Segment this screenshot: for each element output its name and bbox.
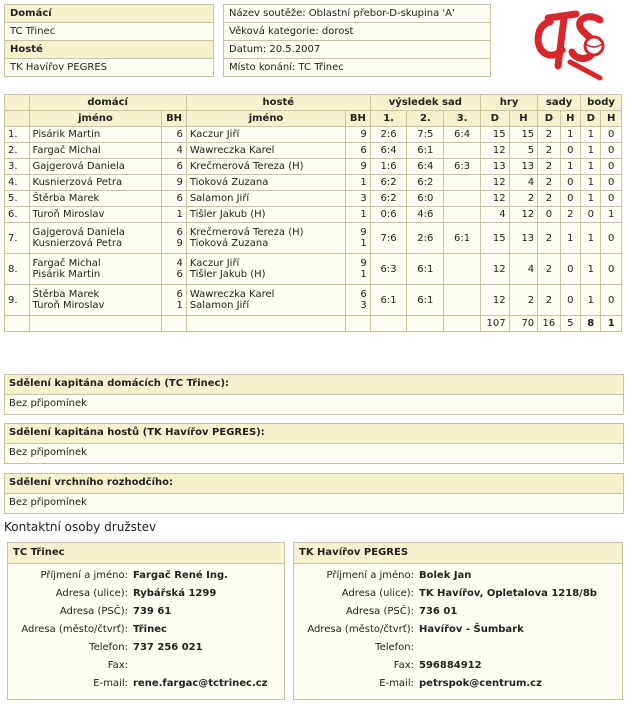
note-home-captain <box>4 374 624 415</box>
set-score: 6:4 <box>444 127 481 143</box>
gbh: 3 <box>360 300 367 311</box>
contact-row <box>8 675 284 693</box>
row-number: 2. <box>5 143 30 159</box>
competition-name: Název soutěže: Oblastní přebor-D-skupina 'A' <box>224 5 491 23</box>
contact-value: Havířov - Šumbark <box>419 624 524 635</box>
count-cell: 0 <box>560 285 580 316</box>
total-hh: 70 <box>509 316 538 332</box>
count-cell: 1 <box>581 254 601 285</box>
teams-table <box>4 4 214 77</box>
table-row <box>5 159 622 175</box>
sub-header: H <box>601 111 622 127</box>
gbh: 9 <box>360 161 367 172</box>
row-number: 6. <box>5 207 30 223</box>
gbh: 1 <box>360 209 367 220</box>
gbh: 1 <box>360 238 367 249</box>
home-bh <box>162 143 187 159</box>
totals-row <box>5 316 622 332</box>
empty-cell <box>407 316 444 332</box>
empty-cell <box>5 316 30 332</box>
contact-label: Adresa (město/čtvrť): <box>21 624 128 635</box>
empty-cell <box>162 316 187 332</box>
contact-row <box>294 657 622 675</box>
set-score <box>444 175 481 191</box>
contact-label: E-mail: <box>379 678 414 689</box>
guest-player <box>186 191 345 207</box>
guest: Tišler Jakub (H) <box>189 269 266 280</box>
home-bh <box>162 191 187 207</box>
games-count: 12 <box>509 207 538 223</box>
home: Štěrba Marek <box>32 289 100 300</box>
set-score: 6:3 <box>444 159 481 175</box>
count-cell: 1 <box>560 159 580 175</box>
table-row <box>5 207 622 223</box>
count-cell: 1 <box>581 127 601 143</box>
note-title: Sdělení kapitána domácích (TC Třinec): <box>5 375 623 395</box>
contact-label: Adresa (město/čtvrť): <box>307 624 414 635</box>
set-score: 0:6 <box>370 207 407 223</box>
corner-cell-2 <box>5 111 30 127</box>
guest-bh <box>346 159 371 175</box>
guest: Salamon Jiří <box>189 193 250 204</box>
count-cell: 2 <box>560 207 580 223</box>
home-player <box>29 191 162 207</box>
set-score: 6:4 <box>407 159 444 175</box>
guest-label: Hosté <box>5 41 214 59</box>
set-score: 6:4 <box>370 143 407 159</box>
competition-date: Datum: 20.5.2007 <box>224 41 491 59</box>
contact-row <box>8 603 284 621</box>
guest: Tišler Jakub (H) <box>189 209 266 220</box>
guest: Kaczur Jiří <box>189 258 240 269</box>
contact-label: Adresa (ulice): <box>341 588 414 599</box>
note-referee <box>4 473 624 514</box>
note-value: Bez připomínek <box>5 395 623 414</box>
contact-label: Fax: <box>393 660 414 671</box>
contact-row <box>8 621 284 639</box>
set-score: 6:3 <box>370 254 407 285</box>
guest-bh <box>346 127 371 143</box>
home: Pisárik Martin <box>32 269 101 280</box>
games-count: 2 <box>509 191 538 207</box>
guest-bh <box>346 285 371 316</box>
set-score: 7:5 <box>407 127 444 143</box>
games-count: 15 <box>480 127 509 143</box>
count-cell: 2 <box>538 143 560 159</box>
guest-player <box>186 127 345 143</box>
contact-label: Příjmení a jméno: <box>326 570 414 581</box>
home-bh <box>162 127 187 143</box>
guest: Kaczur Jiří <box>189 129 240 140</box>
contact-label: Adresa (PSČ): <box>59 606 128 617</box>
contact-value: Fargač René Ing. <box>133 570 228 581</box>
hbh: 1 <box>176 209 183 220</box>
count-cell: 0 <box>601 159 622 175</box>
home: Turoň Miroslav <box>32 209 105 220</box>
guest-player <box>186 207 345 223</box>
count-cell: 0 <box>560 254 580 285</box>
count-cell: 1 <box>560 127 580 143</box>
set-score <box>444 207 481 223</box>
competition-table <box>223 4 491 77</box>
gbh: 9 <box>360 227 367 238</box>
home-player <box>29 254 162 285</box>
guest: Tioková Zuzana <box>189 238 269 249</box>
hbh: 6 <box>176 161 183 172</box>
home: Kusnierzová Petra <box>32 177 123 188</box>
games-count: 12 <box>480 143 509 159</box>
row-number: 9. <box>5 285 30 316</box>
set-score <box>444 254 481 285</box>
contact-row <box>294 567 622 585</box>
group-header-setcount: sady <box>538 95 581 111</box>
home: Fargač Michal <box>32 258 101 269</box>
contact-value: 737 256 021 <box>133 642 203 653</box>
home-player <box>29 207 162 223</box>
home-player <box>29 175 162 191</box>
guest-bh <box>346 175 371 191</box>
note-value: Bez připomínek <box>5 494 623 513</box>
contact-value: petrspok@centrum.cz <box>419 678 542 689</box>
contact-label: Fax: <box>107 660 128 671</box>
sub-header: D <box>581 111 601 127</box>
contact-value: Třinec <box>133 624 167 635</box>
guest: Tioková Zuzana <box>189 177 269 188</box>
contact-row <box>294 639 622 657</box>
set-score: 7:6 <box>370 223 407 254</box>
count-cell: 1 <box>581 175 601 191</box>
row-number: 1. <box>5 127 30 143</box>
home: Turoň Miroslav <box>32 300 105 311</box>
guest-team-name: TK Havířov PEGRES <box>5 59 214 77</box>
home: Pisárik Martin <box>32 129 101 140</box>
guest-player <box>186 223 345 254</box>
group-header-games: hry <box>480 95 537 111</box>
table-row <box>5 223 622 254</box>
guest-player <box>186 254 345 285</box>
home-bh <box>162 285 187 316</box>
contact-value: 739 61 <box>133 606 172 617</box>
table-row <box>5 143 622 159</box>
set-score: 6:2 <box>407 175 444 191</box>
gbh: 6 <box>360 289 367 300</box>
games-count: 12 <box>480 191 509 207</box>
set-score: 6:1 <box>444 223 481 254</box>
count-cell: 1 <box>581 159 601 175</box>
guest-bh <box>346 207 371 223</box>
group-header-home: domácí <box>29 95 186 111</box>
contact-label: E-mail: <box>93 678 128 689</box>
gbh: 9 <box>360 258 367 269</box>
hbh: 9 <box>176 177 183 188</box>
games-count: 2 <box>509 285 538 316</box>
empty-cell <box>186 316 345 332</box>
home-bh <box>162 223 187 254</box>
count-cell: 1 <box>581 191 601 207</box>
sub-header: 1. <box>370 111 407 127</box>
contact-label: Adresa (ulice): <box>55 588 128 599</box>
home: Kusnierzová Petra <box>32 238 123 249</box>
guest-bh <box>346 254 371 285</box>
hbh: 4 <box>176 145 183 156</box>
count-cell: 2 <box>538 191 560 207</box>
count-cell: 0 <box>560 143 580 159</box>
guest-bh <box>346 191 371 207</box>
games-count: 15 <box>480 223 509 254</box>
count-cell: 0 <box>601 143 622 159</box>
games-count: 13 <box>509 159 538 175</box>
sub-header: 3. <box>444 111 481 127</box>
row-number: 4. <box>5 175 30 191</box>
gbh: 3 <box>360 193 367 204</box>
contact-card-guest <box>293 542 623 700</box>
count-cell: 2 <box>538 254 560 285</box>
row-number: 8. <box>5 254 30 285</box>
contact-label: Telefon: <box>89 642 128 653</box>
count-cell: 2 <box>538 223 560 254</box>
guest-player <box>186 175 345 191</box>
contact-label: Telefon: <box>375 642 414 653</box>
count-cell: 1 <box>581 285 601 316</box>
count-cell: 0 <box>538 207 560 223</box>
count-cell: 2 <box>538 175 560 191</box>
contact-row <box>294 603 622 621</box>
contact-value: rene.fargac@tctrinec.cz <box>133 678 268 689</box>
sub-header: D <box>538 111 560 127</box>
contact-value: Bolek Jan <box>419 570 472 581</box>
count-cell: 0 <box>601 175 622 191</box>
games-count: 15 <box>509 127 538 143</box>
row-number: 5. <box>5 191 30 207</box>
gbh: 9 <box>360 129 367 140</box>
guest-player <box>186 143 345 159</box>
table-row <box>5 285 622 316</box>
group-header-sets: výsledek sad <box>370 95 480 111</box>
note-title: Sdělení kapitána hostů (TK Havířov PEGRES): <box>5 424 623 444</box>
games-count: 4 <box>509 175 538 191</box>
hbh: 6 <box>176 129 183 140</box>
total-sh: 5 <box>560 316 580 332</box>
games-count: 13 <box>509 223 538 254</box>
games-count: 5 <box>509 143 538 159</box>
home-player <box>29 223 162 254</box>
home-player <box>29 285 162 316</box>
guest: Wawreczka Karel <box>189 145 275 156</box>
row-number: 7. <box>5 223 30 254</box>
sub-header: jméno <box>186 111 345 127</box>
set-score: 2:6 <box>407 223 444 254</box>
contact-row <box>8 639 284 657</box>
competition-venue: Místo konání: TC Třinec <box>224 59 491 77</box>
count-cell: 1 <box>581 143 601 159</box>
group-header-points: body <box>581 95 622 111</box>
ctts-logo <box>530 4 610 82</box>
count-cell: 2 <box>538 127 560 143</box>
contact-row <box>294 675 622 693</box>
contact-value: TK Havířov, Opletalova 1218/8b <box>419 588 597 599</box>
count-cell: 0 <box>601 254 622 285</box>
count-cell: 0 <box>601 223 622 254</box>
set-score <box>444 285 481 316</box>
total-sd: 16 <box>538 316 560 332</box>
contact-row <box>8 657 284 675</box>
table-row <box>5 127 622 143</box>
contact-label: Adresa (PSČ): <box>345 606 414 617</box>
hbh: 9 <box>176 238 183 249</box>
count-cell: 1 <box>581 223 601 254</box>
home-player <box>29 127 162 143</box>
gbh: 1 <box>360 269 367 280</box>
contact-row <box>8 567 284 585</box>
home: Gajgerová Daniela <box>32 227 125 238</box>
games-count: 12 <box>480 285 509 316</box>
count-cell: 0 <box>560 191 580 207</box>
count-cell: 0 <box>601 127 622 143</box>
count-cell: 0 <box>581 207 601 223</box>
set-score: 6:1 <box>407 285 444 316</box>
count-cell: 0 <box>560 175 580 191</box>
count-cell: 0 <box>601 285 622 316</box>
set-score: 6:1 <box>370 285 407 316</box>
guest-player <box>186 285 345 316</box>
note-title: Sdělení vrchního rozhodčího: <box>5 474 623 494</box>
results-table <box>4 94 622 332</box>
row-number: 3. <box>5 159 30 175</box>
home: Štěrba Marek <box>32 193 100 204</box>
hbh: 1 <box>176 300 183 311</box>
contact-team: TK Havířov PEGRES <box>294 543 622 564</box>
count-cell: 0 <box>601 191 622 207</box>
note-guest-captain <box>4 423 624 464</box>
sub-header: H <box>560 111 580 127</box>
sub-header: jméno <box>29 111 162 127</box>
note-value: Bez připomínek <box>5 444 623 463</box>
count-cell: 1 <box>560 223 580 254</box>
contacts-title: Kontaktní osoby družstev <box>4 520 157 534</box>
contact-row <box>294 621 622 639</box>
empty-cell <box>370 316 407 332</box>
guest: Wawreczka Karel <box>189 289 275 300</box>
home-bh <box>162 254 187 285</box>
set-score <box>444 191 481 207</box>
games-count: 4 <box>509 254 538 285</box>
home: Fargač Michal <box>32 145 101 156</box>
count-cell: 2 <box>538 159 560 175</box>
gbh: 1 <box>360 177 367 188</box>
contact-team: TC Třinec <box>8 543 284 564</box>
set-score <box>444 143 481 159</box>
set-score: 6:2 <box>370 175 407 191</box>
set-score: 6:1 <box>407 143 444 159</box>
guest-bh <box>346 223 371 254</box>
contact-row <box>294 585 622 603</box>
home-bh <box>162 207 187 223</box>
total-bh: 1 <box>601 316 622 332</box>
guest: Krečmerová Tereza (H) <box>189 227 304 238</box>
group-header-guest: hosté <box>186 95 370 111</box>
home-bh <box>162 175 187 191</box>
home: Gajgerová Daniela <box>32 161 125 172</box>
hbh: 6 <box>176 289 183 300</box>
empty-cell <box>29 316 162 332</box>
count-cell: 2 <box>538 285 560 316</box>
set-score: 2:6 <box>370 127 407 143</box>
contact-value: 596884912 <box>419 660 482 671</box>
home-bh <box>162 159 187 175</box>
set-score: 6:2 <box>370 191 407 207</box>
home-label: Domácí <box>5 5 214 23</box>
sub-header: D <box>480 111 509 127</box>
sub-header: 2. <box>407 111 444 127</box>
table-row <box>5 175 622 191</box>
table-row <box>5 191 622 207</box>
count-cell: 1 <box>601 207 622 223</box>
set-score: 6:0 <box>407 191 444 207</box>
contact-card-home <box>7 542 285 700</box>
games-count: 12 <box>480 175 509 191</box>
set-score: 1:6 <box>370 159 407 175</box>
guest-player <box>186 159 345 175</box>
sub-header: H <box>509 111 538 127</box>
sub-header: BH <box>162 111 187 127</box>
contact-value: Rybářská 1299 <box>133 588 217 599</box>
home-player <box>29 159 162 175</box>
gbh: 6 <box>360 145 367 156</box>
set-score: 4:6 <box>407 207 444 223</box>
home-player <box>29 143 162 159</box>
empty-cell <box>444 316 481 332</box>
competition-category: Věková kategorie: dorost <box>224 23 491 41</box>
hbh: 6 <box>176 269 183 280</box>
total-hd: 107 <box>480 316 509 332</box>
guest: Krečmerová Tereza (H) <box>189 161 304 172</box>
hbh: 4 <box>176 258 183 269</box>
games-count: 13 <box>480 159 509 175</box>
set-score: 6:1 <box>407 254 444 285</box>
guest: Salamon Jiří <box>189 300 250 311</box>
home-team-name: TC Třinec <box>5 23 214 41</box>
corner-cell <box>5 95 30 111</box>
guest-bh <box>346 143 371 159</box>
games-count: 4 <box>480 207 509 223</box>
empty-cell <box>346 316 371 332</box>
games-count: 12 <box>480 254 509 285</box>
total-bd: 8 <box>581 316 601 332</box>
contact-value: 736 01 <box>419 606 458 617</box>
contact-label: Příjmení a jméno: <box>40 570 128 581</box>
hbh: 6 <box>176 193 183 204</box>
table-row <box>5 254 622 285</box>
contact-row <box>8 585 284 603</box>
hbh: 6 <box>176 227 183 238</box>
sub-header: BH <box>346 111 371 127</box>
